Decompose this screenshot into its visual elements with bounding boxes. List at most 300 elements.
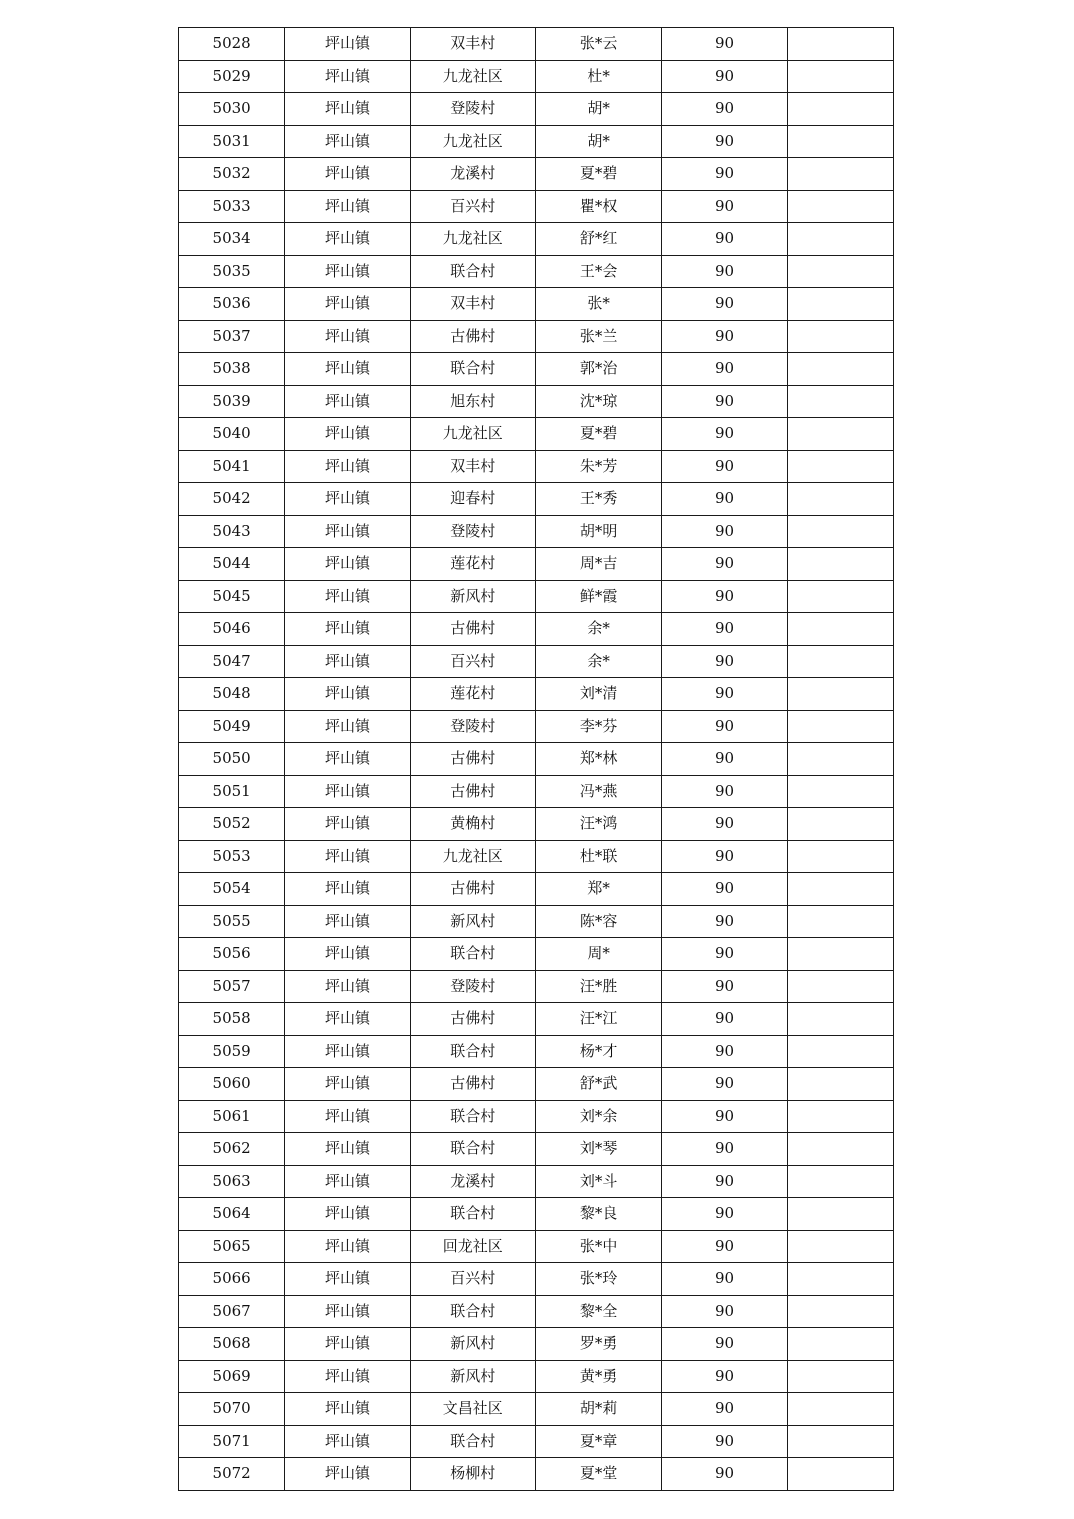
note-cell xyxy=(787,288,893,321)
note-cell xyxy=(787,1458,893,1491)
name-cell: 朱*芳 xyxy=(535,450,661,483)
note-cell xyxy=(787,1068,893,1101)
town-cell: 坪山镇 xyxy=(285,1458,410,1491)
serial-number-cell: 5032 xyxy=(179,158,285,191)
table-row xyxy=(179,1035,894,1068)
amount-cell: 90 xyxy=(662,60,787,93)
note-cell xyxy=(787,1425,893,1458)
note-cell xyxy=(787,938,893,971)
table-row xyxy=(179,580,894,613)
table-row xyxy=(179,1328,894,1361)
name-cell: 张*玲 xyxy=(535,1263,661,1296)
town-cell: 坪山镇 xyxy=(285,60,410,93)
amount-cell: 90 xyxy=(662,1133,787,1166)
serial-number-cell: 5028 xyxy=(179,28,285,61)
name-cell: 舒*武 xyxy=(535,1068,661,1101)
amount-cell: 90 xyxy=(662,353,787,386)
town-cell: 坪山镇 xyxy=(285,1360,410,1393)
table-row xyxy=(179,255,894,288)
table-row xyxy=(179,1360,894,1393)
amount-cell: 90 xyxy=(662,548,787,581)
serial-number-cell: 5058 xyxy=(179,1003,285,1036)
town-cell: 坪山镇 xyxy=(285,970,410,1003)
table-row xyxy=(179,710,894,743)
town-cell: 坪山镇 xyxy=(285,1133,410,1166)
serial-number-cell: 5054 xyxy=(179,873,285,906)
name-cell: 王*会 xyxy=(535,255,661,288)
amount-cell: 90 xyxy=(662,483,787,516)
name-cell: 刘*清 xyxy=(535,678,661,711)
serial-number-cell: 5034 xyxy=(179,223,285,256)
serial-number-cell: 5061 xyxy=(179,1100,285,1133)
table-row xyxy=(179,1003,894,1036)
name-cell: 刘*琴 xyxy=(535,1133,661,1166)
note-cell xyxy=(787,418,893,451)
serial-number-cell: 5057 xyxy=(179,970,285,1003)
note-cell xyxy=(787,255,893,288)
table-body xyxy=(179,28,894,1491)
amount-cell: 90 xyxy=(662,1068,787,1101)
town-cell: 坪山镇 xyxy=(285,905,410,938)
town-cell: 坪山镇 xyxy=(285,645,410,678)
town-cell: 坪山镇 xyxy=(285,288,410,321)
town-cell: 坪山镇 xyxy=(285,418,410,451)
village-cell: 莲花村 xyxy=(410,678,535,711)
note-cell xyxy=(787,28,893,61)
village-cell: 联合村 xyxy=(410,1133,535,1166)
village-cell: 联合村 xyxy=(410,1425,535,1458)
note-cell xyxy=(787,613,893,646)
town-cell: 坪山镇 xyxy=(285,385,410,418)
serial-number-cell: 5038 xyxy=(179,353,285,386)
name-cell: 张*兰 xyxy=(535,320,661,353)
town-cell: 坪山镇 xyxy=(285,450,410,483)
serial-number-cell: 5059 xyxy=(179,1035,285,1068)
town-cell: 坪山镇 xyxy=(285,775,410,808)
amount-cell: 90 xyxy=(662,93,787,126)
amount-cell: 90 xyxy=(662,515,787,548)
amount-cell: 90 xyxy=(662,938,787,971)
serial-number-cell: 5030 xyxy=(179,93,285,126)
amount-cell: 90 xyxy=(662,970,787,1003)
amount-cell: 90 xyxy=(662,1165,787,1198)
serial-number-cell: 5033 xyxy=(179,190,285,223)
village-cell: 双丰村 xyxy=(410,288,535,321)
note-cell xyxy=(787,353,893,386)
name-cell: 张* xyxy=(535,288,661,321)
table-row xyxy=(179,1230,894,1263)
serial-number-cell: 5052 xyxy=(179,808,285,841)
amount-cell: 90 xyxy=(662,580,787,613)
town-cell: 坪山镇 xyxy=(285,223,410,256)
note-cell xyxy=(787,1165,893,1198)
name-cell: 冯*燕 xyxy=(535,775,661,808)
town-cell: 坪山镇 xyxy=(285,808,410,841)
table-row xyxy=(179,873,894,906)
amount-cell: 90 xyxy=(662,223,787,256)
note-cell xyxy=(787,1035,893,1068)
village-cell: 古佛村 xyxy=(410,873,535,906)
table-row xyxy=(179,190,894,223)
amount-cell: 90 xyxy=(662,255,787,288)
note-cell xyxy=(787,1230,893,1263)
amount-cell: 90 xyxy=(662,1295,787,1328)
table-row xyxy=(179,1263,894,1296)
village-cell: 九龙社区 xyxy=(410,223,535,256)
table-row xyxy=(179,775,894,808)
table-row xyxy=(179,1198,894,1231)
amount-cell: 90 xyxy=(662,1198,787,1231)
name-cell: 王*秀 xyxy=(535,483,661,516)
town-cell: 坪山镇 xyxy=(285,93,410,126)
town-cell: 坪山镇 xyxy=(285,1393,410,1426)
name-cell: 刘*余 xyxy=(535,1100,661,1133)
note-cell xyxy=(787,808,893,841)
town-cell: 坪山镇 xyxy=(285,678,410,711)
amount-cell: 90 xyxy=(662,678,787,711)
serial-number-cell: 5048 xyxy=(179,678,285,711)
village-cell: 旭东村 xyxy=(410,385,535,418)
serial-number-cell: 5060 xyxy=(179,1068,285,1101)
village-cell: 龙溪村 xyxy=(410,1165,535,1198)
name-cell: 胡*莉 xyxy=(535,1393,661,1426)
name-cell: 汪*江 xyxy=(535,1003,661,1036)
name-cell: 罗*勇 xyxy=(535,1328,661,1361)
table-row xyxy=(179,223,894,256)
name-cell: 夏*堂 xyxy=(535,1458,661,1491)
serial-number-cell: 5041 xyxy=(179,450,285,483)
serial-number-cell: 5068 xyxy=(179,1328,285,1361)
serial-number-cell: 5069 xyxy=(179,1360,285,1393)
town-cell: 坪山镇 xyxy=(285,873,410,906)
name-cell: 周* xyxy=(535,938,661,971)
note-cell xyxy=(787,515,893,548)
village-cell: 杨柳村 xyxy=(410,1458,535,1491)
table-row xyxy=(179,158,894,191)
note-cell xyxy=(787,1133,893,1166)
town-cell: 坪山镇 xyxy=(285,1198,410,1231)
note-cell xyxy=(787,385,893,418)
serial-number-cell: 5067 xyxy=(179,1295,285,1328)
amount-cell: 90 xyxy=(662,158,787,191)
note-cell xyxy=(787,60,893,93)
note-cell xyxy=(787,548,893,581)
serial-number-cell: 5065 xyxy=(179,1230,285,1263)
table-row xyxy=(179,645,894,678)
town-cell: 坪山镇 xyxy=(285,1068,410,1101)
note-cell xyxy=(787,1263,893,1296)
note-cell xyxy=(787,840,893,873)
table-row xyxy=(179,743,894,776)
note-cell xyxy=(787,580,893,613)
note-cell xyxy=(787,158,893,191)
village-cell: 莲花村 xyxy=(410,548,535,581)
table-row xyxy=(179,93,894,126)
name-cell: 夏*碧 xyxy=(535,158,661,191)
town-cell: 坪山镇 xyxy=(285,28,410,61)
name-cell: 夏*碧 xyxy=(535,418,661,451)
village-cell: 新风村 xyxy=(410,580,535,613)
serial-number-cell: 5049 xyxy=(179,710,285,743)
village-cell: 双丰村 xyxy=(410,450,535,483)
village-cell: 联合村 xyxy=(410,353,535,386)
village-cell: 登陵村 xyxy=(410,970,535,1003)
town-cell: 坪山镇 xyxy=(285,190,410,223)
village-cell: 百兴村 xyxy=(410,1263,535,1296)
table-row xyxy=(179,938,894,971)
name-cell: 郑* xyxy=(535,873,661,906)
town-cell: 坪山镇 xyxy=(285,1003,410,1036)
table-row xyxy=(179,1133,894,1166)
serial-number-cell: 5037 xyxy=(179,320,285,353)
table-row xyxy=(179,1458,894,1491)
amount-cell: 90 xyxy=(662,775,787,808)
amount-cell: 90 xyxy=(662,418,787,451)
note-cell xyxy=(787,645,893,678)
note-cell xyxy=(787,1360,893,1393)
village-cell: 古佛村 xyxy=(410,1003,535,1036)
table-row xyxy=(179,320,894,353)
name-cell: 周*吉 xyxy=(535,548,661,581)
note-cell xyxy=(787,320,893,353)
table-row xyxy=(179,970,894,1003)
serial-number-cell: 5042 xyxy=(179,483,285,516)
table-row xyxy=(179,1425,894,1458)
amount-cell: 90 xyxy=(662,743,787,776)
table-row xyxy=(179,288,894,321)
table-row xyxy=(179,515,894,548)
amount-cell: 90 xyxy=(662,873,787,906)
table-row xyxy=(179,1165,894,1198)
note-cell xyxy=(787,1393,893,1426)
note-cell xyxy=(787,905,893,938)
name-cell: 黎*全 xyxy=(535,1295,661,1328)
village-cell: 新风村 xyxy=(410,1360,535,1393)
amount-cell: 90 xyxy=(662,905,787,938)
serial-number-cell: 5051 xyxy=(179,775,285,808)
table-row xyxy=(179,483,894,516)
table-row xyxy=(179,28,894,61)
name-cell: 张*云 xyxy=(535,28,661,61)
serial-number-cell: 5070 xyxy=(179,1393,285,1426)
serial-number-cell: 5066 xyxy=(179,1263,285,1296)
name-cell: 杜*联 xyxy=(535,840,661,873)
name-cell: 余* xyxy=(535,645,661,678)
table-row xyxy=(179,418,894,451)
note-cell xyxy=(787,450,893,483)
village-cell: 回龙社区 xyxy=(410,1230,535,1263)
name-cell: 夏*章 xyxy=(535,1425,661,1458)
serial-number-cell: 5050 xyxy=(179,743,285,776)
name-cell: 陈*容 xyxy=(535,905,661,938)
note-cell xyxy=(787,1003,893,1036)
name-cell: 张*中 xyxy=(535,1230,661,1263)
table-row xyxy=(179,840,894,873)
note-cell xyxy=(787,710,893,743)
village-cell: 黄桷村 xyxy=(410,808,535,841)
town-cell: 坪山镇 xyxy=(285,515,410,548)
note-cell xyxy=(787,1198,893,1231)
amount-cell: 90 xyxy=(662,1458,787,1491)
note-cell xyxy=(787,1295,893,1328)
amount-cell: 90 xyxy=(662,1328,787,1361)
serial-number-cell: 5040 xyxy=(179,418,285,451)
amount-cell: 90 xyxy=(662,1393,787,1426)
village-cell: 百兴村 xyxy=(410,190,535,223)
amount-cell: 90 xyxy=(662,1035,787,1068)
name-cell: 郑*林 xyxy=(535,743,661,776)
village-cell: 九龙社区 xyxy=(410,60,535,93)
table-row xyxy=(179,1100,894,1133)
amount-cell: 90 xyxy=(662,125,787,158)
amount-cell: 90 xyxy=(662,385,787,418)
town-cell: 坪山镇 xyxy=(285,1035,410,1068)
town-cell: 坪山镇 xyxy=(285,158,410,191)
amount-cell: 90 xyxy=(662,1425,787,1458)
town-cell: 坪山镇 xyxy=(285,125,410,158)
town-cell: 坪山镇 xyxy=(285,353,410,386)
village-cell: 登陵村 xyxy=(410,93,535,126)
village-cell: 双丰村 xyxy=(410,28,535,61)
village-cell: 新风村 xyxy=(410,905,535,938)
name-cell: 余* xyxy=(535,613,661,646)
table-row xyxy=(179,548,894,581)
note-cell xyxy=(787,970,893,1003)
note-cell xyxy=(787,1100,893,1133)
serial-number-cell: 5035 xyxy=(179,255,285,288)
name-cell: 胡*明 xyxy=(535,515,661,548)
village-cell: 古佛村 xyxy=(410,775,535,808)
village-cell: 龙溪村 xyxy=(410,158,535,191)
town-cell: 坪山镇 xyxy=(285,743,410,776)
name-cell: 黄*勇 xyxy=(535,1360,661,1393)
serial-number-cell: 5046 xyxy=(179,613,285,646)
town-cell: 坪山镇 xyxy=(285,1328,410,1361)
village-cell: 九龙社区 xyxy=(410,125,535,158)
town-cell: 坪山镇 xyxy=(285,548,410,581)
table-row xyxy=(179,1068,894,1101)
town-cell: 坪山镇 xyxy=(285,1230,410,1263)
serial-number-cell: 5053 xyxy=(179,840,285,873)
amount-cell: 90 xyxy=(662,613,787,646)
serial-number-cell: 5056 xyxy=(179,938,285,971)
amount-cell: 90 xyxy=(662,1360,787,1393)
town-cell: 坪山镇 xyxy=(285,483,410,516)
amount-cell: 90 xyxy=(662,710,787,743)
village-cell: 联合村 xyxy=(410,938,535,971)
name-cell: 汪*鸿 xyxy=(535,808,661,841)
name-cell: 瞿*权 xyxy=(535,190,661,223)
serial-number-cell: 5043 xyxy=(179,515,285,548)
table-row xyxy=(179,60,894,93)
name-cell: 鲜*霞 xyxy=(535,580,661,613)
table-row xyxy=(179,450,894,483)
serial-number-cell: 5062 xyxy=(179,1133,285,1166)
note-cell xyxy=(787,678,893,711)
table-row xyxy=(179,613,894,646)
serial-number-cell: 5071 xyxy=(179,1425,285,1458)
name-cell: 胡* xyxy=(535,93,661,126)
name-cell: 刘*斗 xyxy=(535,1165,661,1198)
serial-number-cell: 5029 xyxy=(179,60,285,93)
village-cell: 联合村 xyxy=(410,1198,535,1231)
village-cell: 联合村 xyxy=(410,1100,535,1133)
note-cell xyxy=(787,483,893,516)
village-cell: 百兴村 xyxy=(410,645,535,678)
village-cell: 古佛村 xyxy=(410,613,535,646)
table-row xyxy=(179,678,894,711)
village-cell: 文昌社区 xyxy=(410,1393,535,1426)
subsidy-list-table xyxy=(178,27,894,1491)
table-row xyxy=(179,808,894,841)
town-cell: 坪山镇 xyxy=(285,1263,410,1296)
town-cell: 坪山镇 xyxy=(285,938,410,971)
serial-number-cell: 5072 xyxy=(179,1458,285,1491)
village-cell: 九龙社区 xyxy=(410,418,535,451)
table-row xyxy=(179,1393,894,1426)
village-cell: 登陵村 xyxy=(410,515,535,548)
amount-cell: 90 xyxy=(662,1263,787,1296)
town-cell: 坪山镇 xyxy=(285,710,410,743)
name-cell: 胡* xyxy=(535,125,661,158)
village-cell: 联合村 xyxy=(410,255,535,288)
serial-number-cell: 5045 xyxy=(179,580,285,613)
town-cell: 坪山镇 xyxy=(285,1165,410,1198)
note-cell xyxy=(787,743,893,776)
amount-cell: 90 xyxy=(662,288,787,321)
serial-number-cell: 5031 xyxy=(179,125,285,158)
village-cell: 古佛村 xyxy=(410,1068,535,1101)
amount-cell: 90 xyxy=(662,808,787,841)
village-cell: 新风村 xyxy=(410,1328,535,1361)
table-row xyxy=(179,125,894,158)
table-row xyxy=(179,1295,894,1328)
serial-number-cell: 5036 xyxy=(179,288,285,321)
name-cell: 杜* xyxy=(535,60,661,93)
town-cell: 坪山镇 xyxy=(285,1425,410,1458)
note-cell xyxy=(787,775,893,808)
village-cell: 古佛村 xyxy=(410,320,535,353)
serial-number-cell: 5044 xyxy=(179,548,285,581)
table-row xyxy=(179,905,894,938)
town-cell: 坪山镇 xyxy=(285,1295,410,1328)
name-cell: 汪*胜 xyxy=(535,970,661,1003)
amount-cell: 90 xyxy=(662,1003,787,1036)
amount-cell: 90 xyxy=(662,450,787,483)
amount-cell: 90 xyxy=(662,1100,787,1133)
name-cell: 李*芬 xyxy=(535,710,661,743)
town-cell: 坪山镇 xyxy=(285,1100,410,1133)
village-cell: 迎春村 xyxy=(410,483,535,516)
name-cell: 沈*琼 xyxy=(535,385,661,418)
name-cell: 郭*治 xyxy=(535,353,661,386)
village-cell: 登陵村 xyxy=(410,710,535,743)
town-cell: 坪山镇 xyxy=(285,580,410,613)
table-row xyxy=(179,353,894,386)
serial-number-cell: 5063 xyxy=(179,1165,285,1198)
village-cell: 古佛村 xyxy=(410,743,535,776)
amount-cell: 90 xyxy=(662,840,787,873)
serial-number-cell: 5055 xyxy=(179,905,285,938)
serial-number-cell: 5039 xyxy=(179,385,285,418)
town-cell: 坪山镇 xyxy=(285,613,410,646)
table-row xyxy=(179,385,894,418)
town-cell: 坪山镇 xyxy=(285,255,410,288)
village-cell: 九龙社区 xyxy=(410,840,535,873)
note-cell xyxy=(787,125,893,158)
amount-cell: 90 xyxy=(662,1230,787,1263)
amount-cell: 90 xyxy=(662,190,787,223)
